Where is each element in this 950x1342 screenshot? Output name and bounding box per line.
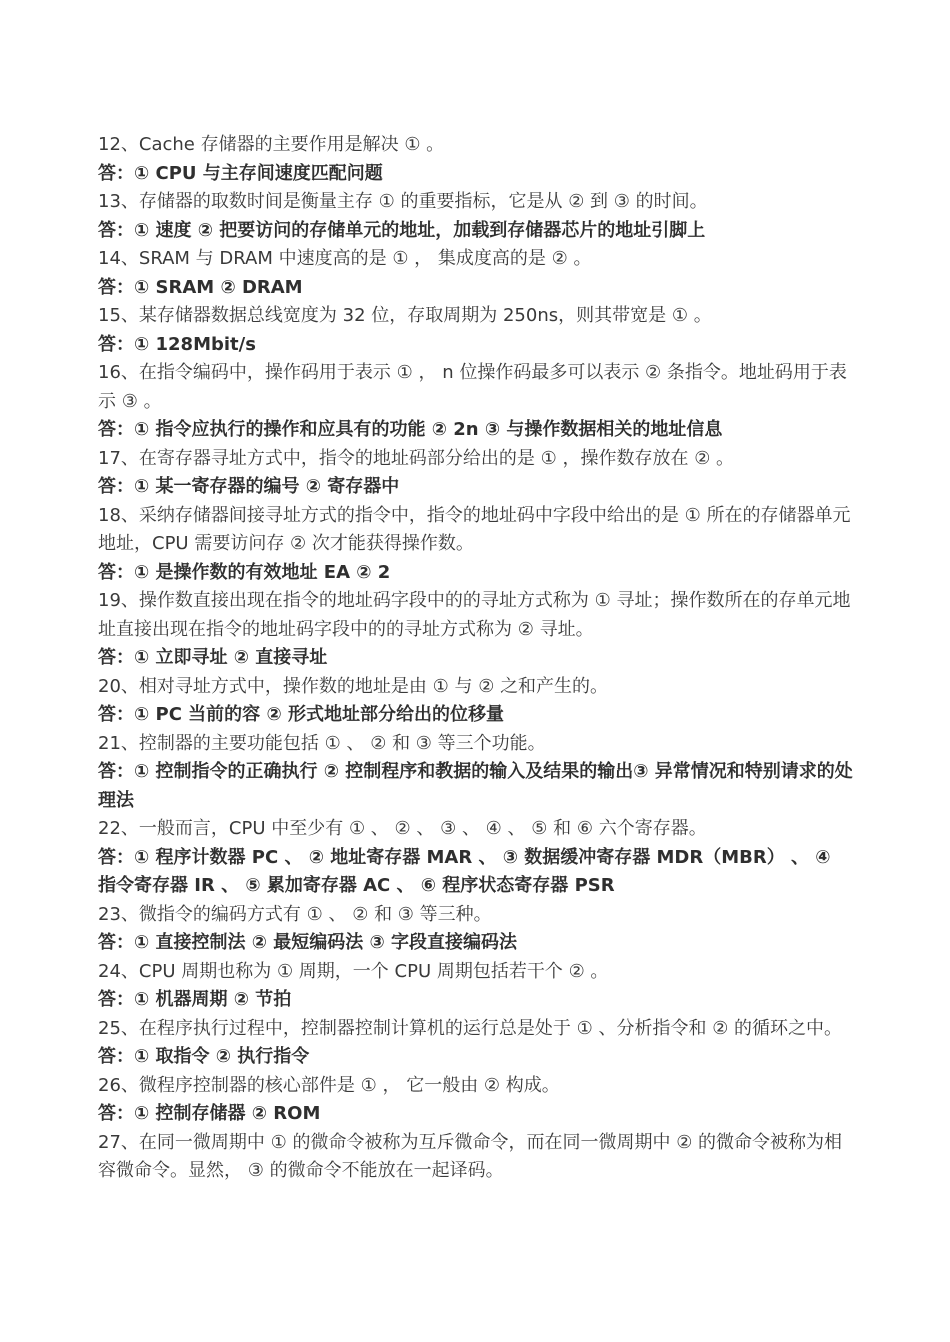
question-18: 18、采纳存储器间接寻址方式的指令中，指令的地址码中字段中给出的是 ① 所在的存储器单元地址，CPU 需要访问存 ② 次才能获得操作数。 <box>98 504 851 554</box>
answer-23: 答：① 直接控制法 ② 最短编码法 ③ 字段直接编码法 <box>98 932 518 953</box>
question-15: 15、某存储器数据总线宽度为 32 位，存取周期为 250ns，则其带宽是 ① 。 <box>98 305 712 326</box>
answer-21: 答：① 控制指令的正确执行 ② 控制程序和教据的输入及结果的输出③ 异常情况和特别请求的处理法 <box>98 761 853 811</box>
question-21: 21、控制器的主要功能包括 ① 、 ② 和 ③ 等三个功能。 <box>98 732 546 754</box>
question-14: 14、SRAM 与 DRAM 中速度高的是 ① ， 集成度高的是 ② 。 <box>98 248 592 269</box>
answer-14: 答：① SRAM ② DRAM <box>98 276 303 298</box>
answer-19: 答：① 立即寻址 ② 直接寻址 <box>98 647 328 668</box>
question-20: 20、相对寻址方式中，操作数的地址是由 ① 与 ② 之和产生的。 <box>98 675 609 697</box>
answer-15: 答：① 128Mbit/s <box>98 333 256 355</box>
answer-12: 答：① CPU 与主存间速度匹配问题 <box>98 162 383 184</box>
answer-26: 答：① 控制存储器 ② ROM <box>98 1103 321 1124</box>
answer-16: 答：① 指令应执行的操作和应具有的功能 ② 2n ③ 与操作数据相关的地址信息 <box>98 419 723 440</box>
question-24: 24、CPU 周期也称为 ① 周期，一个 CPU 周期包括若干个 ② 。 <box>98 960 609 982</box>
question-22: 22、一般而言，CPU 中至少有 ① 、 ② 、 ③ 、 ④ 、 ⑤ 和 ⑥ 六个寄存器。 <box>98 818 707 839</box>
document-body <box>98 131 854 1186</box>
question-26: 26、微程序控制器的核心部件是 ① ， 它一般由 ② 构成。 <box>98 1074 560 1096</box>
question-16: 16、在指令编码中，操作码用于表示 ① ， n 位操作码最多可以表示 ② 条指令。地址码用于表示 ③ 。 <box>98 362 847 412</box>
question-13: 13、存储器的取数时间是衡量主存 ① 的重要指标，它是从 ② 到 ③ 的时间。 <box>98 191 708 212</box>
answer-18: 答：① 是操作数的有效地址 EA ② 2 <box>98 561 391 583</box>
question-23: 23、微指令的编码方式有 ① 、 ② 和 ③ 等三种。 <box>98 903 492 925</box>
question-25: 25、在程序执行过程中，控制器控制计算机的运行总是处于 ① 、分析指令和 ② 的循环之中。 <box>98 1017 843 1039</box>
answer-25: 答：① 取指令 ② 执行指令 <box>98 1046 310 1067</box>
answer-13: 答：① 速度 ② 把要访问的存储单元的地址，加载到存储器芯片的地址引脚上 <box>98 219 706 241</box>
answer-20: 答：① PC 当前的容 ② 形式地址部分给出的位移量 <box>98 704 504 725</box>
question-27: 27、在同一微周期中 ① 的微命令被称为互斥微命令，而在同一微周期中 ② 的微命令被称为相容微命令。显然， ③ 的微命令不能放在一起译码。 <box>98 1131 843 1181</box>
question-19: 19、操作数直接出现在指令的地址码字段中的的寻址方式称为 ① 寻址；操作数所在的存单元地址直接出现在指令的地址码字段中的的寻址方式称为 ② 寻址。 <box>98 590 851 640</box>
question-17: 17、在寄存器寻址方式中，指令的地址码部分给出的是 ① ，操作数存放在 ② 。 <box>98 447 735 469</box>
answer-24: 答：① 机器周期 ② 节拍 <box>98 989 292 1010</box>
answer-22: 答：① 程序计数器 PC 、 ② 地址寄存器 MAR 、 ③ 数据缓冲寄存器 MDR（MBR） 、 ④ 指令寄存器 IR 、 ⑤ 累加寄存器 AC 、 ⑥ 程序状态寄存器 PSR <box>98 846 831 896</box>
answer-17: 答：① 某一寄存器的编号 ② 寄存器中 <box>98 476 400 497</box>
question-12: 12、Cache 存储器的主要作用是解决 ① 。 <box>98 134 445 155</box>
